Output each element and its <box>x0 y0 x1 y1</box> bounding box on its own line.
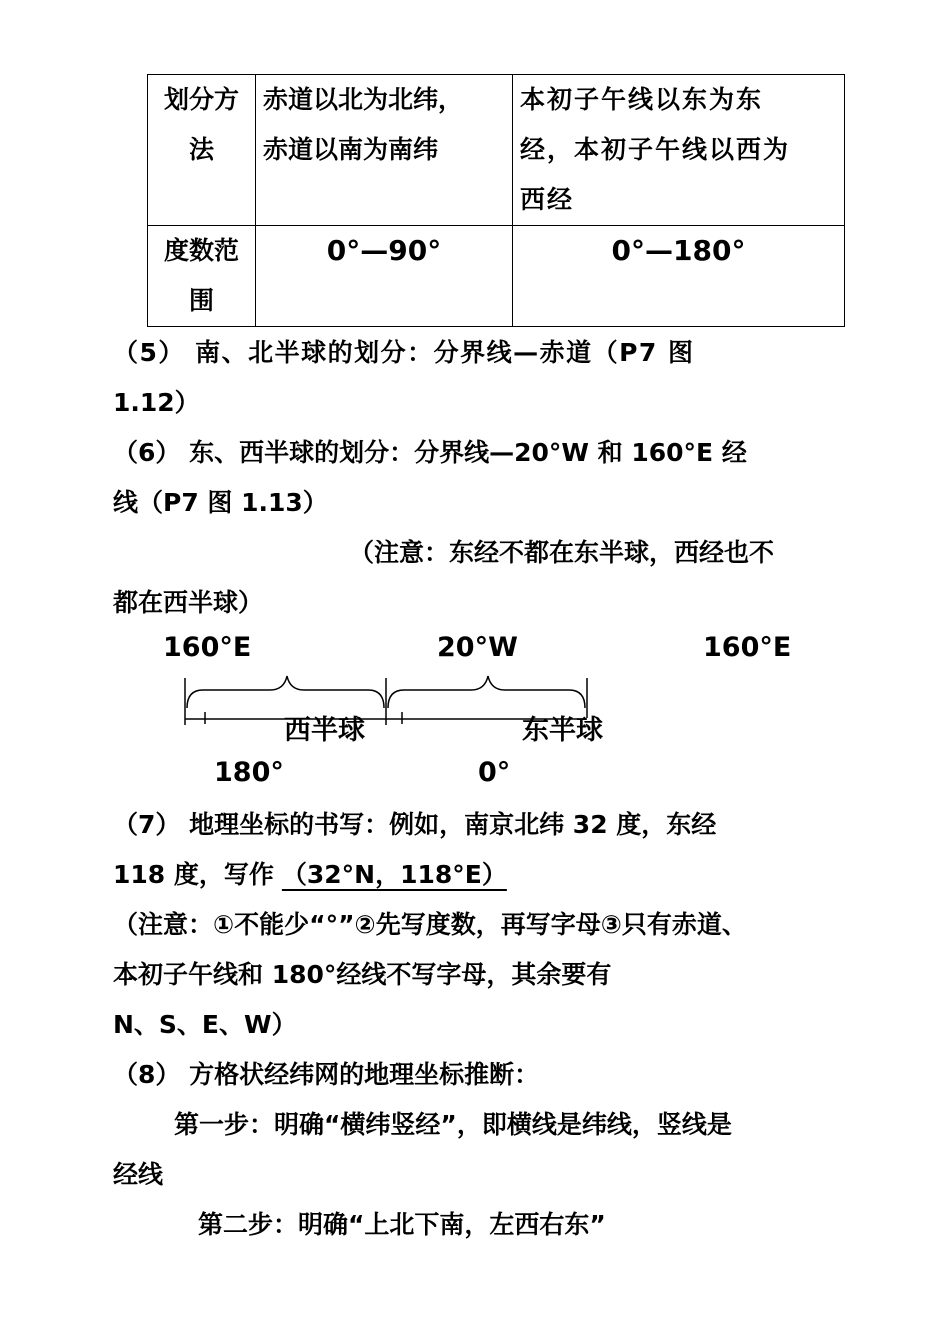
label-160e-right: 160°E <box>703 632 792 663</box>
section-7-line-2-prefix: 118 度，写作 <box>113 860 274 889</box>
section-7-line-1: （7） 地理坐标的书写：例如，南京北纬 32 度，东经 <box>113 810 717 839</box>
section-6-line-2: 线（P7 图 1.13） <box>113 488 328 517</box>
section-5-line-1: （5） 南、北半球的划分：分界线—赤道（P7 图 <box>113 338 695 367</box>
section-7-note-line-3: N、S、E、W） <box>113 1010 297 1039</box>
table-cell-longitude-range: 0°—180° <box>513 226 845 327</box>
section-8-step-2: 第二步：明确“上北下南，左西右东” <box>198 1210 606 1239</box>
west-hemisphere-brace <box>187 676 384 708</box>
table-cell-latitude-division: 赤道以北为北纬， 赤道以南为南纬 <box>256 75 513 226</box>
label-160e-left: 160°E <box>163 632 252 663</box>
table-header-degree-range: 度数范 围 <box>148 226 256 327</box>
label-0: 0° <box>478 757 511 788</box>
label-east-hemisphere: 东半球 <box>522 715 603 746</box>
table-cell-longitude-division: 本初子午线以东为东 经，本初子午线以西为 西经 <box>513 75 845 226</box>
section-7-note-line-1: （注意：①不能少“°”②先写度数，再写字母③只有赤道、 <box>113 910 747 939</box>
section-6-line-1: （6） 东、西半球的划分：分界线—20°W 和 160°E 经 <box>113 438 747 467</box>
section-7-note-line-2: 本初子午线和 180°经线不写字母，其余要有 <box>113 960 612 989</box>
label-west-hemisphere: 西半球 <box>284 715 365 746</box>
east-hemisphere-brace <box>388 676 585 708</box>
section-5-line-2: 1.12） <box>113 388 200 417</box>
label-180: 180° <box>214 757 284 788</box>
section-7-line-2 <box>113 850 843 900</box>
coordinate-answer-blank: （32°N，118°E） <box>281 860 507 889</box>
section-6-note-line-1: （注意：东经不都在东半球，西经也不 <box>349 538 775 567</box>
table-cell-latitude-range: 0°—90° <box>256 226 513 327</box>
section-8-step-1-line-1: 第一步：明确“横纬竖经”，即横线是纬线，竖线是 <box>174 1110 732 1139</box>
section-6-note-line-2: 都在西半球） <box>113 588 264 617</box>
section-8-step-1-line-2: 经线 <box>113 1160 164 1189</box>
label-20w: 20°W <box>437 632 518 663</box>
section-8-line-1: （8） 方格状经纬网的地理坐标推断： <box>113 1060 540 1089</box>
table-header-division-method: 划分方 法 <box>148 75 256 226</box>
